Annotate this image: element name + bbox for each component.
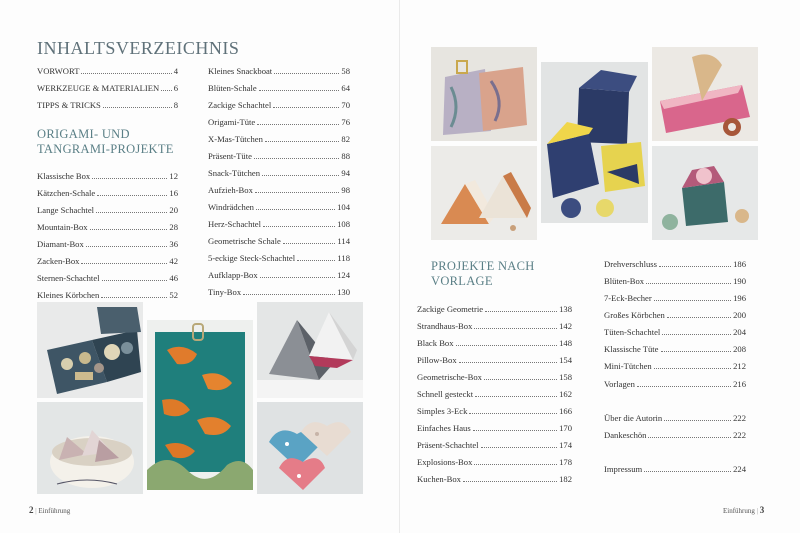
toc-entry-page: 28: [169, 222, 178, 232]
toc-entry-page: 216: [733, 379, 746, 389]
toc-entry: [604, 276, 746, 293]
toc-entry-page: 204: [733, 327, 746, 337]
toc-entry-title: Über die Autorin: [604, 413, 663, 423]
toc-entry: [208, 117, 350, 134]
toc-vorlage-list: [417, 304, 572, 491]
right-page: [400, 0, 800, 533]
toc-entry: [417, 474, 572, 491]
toc-entry: [604, 344, 746, 361]
toc-entry: [208, 151, 350, 168]
toc-origami-list-continued: [208, 66, 350, 304]
toc-entry: [417, 406, 572, 423]
toc-entry: [417, 372, 572, 389]
toc-entry-title: 7-Eck-Becher: [604, 293, 652, 303]
toc-entry: [417, 304, 572, 321]
toc-leader-dots: [81, 263, 167, 264]
toc-entry-title: Geometrische-Box: [417, 372, 482, 382]
toc-entry-page: 222: [733, 413, 746, 423]
toc-leader-dots: [102, 280, 168, 281]
toc-entry-page: 162: [559, 389, 572, 399]
toc-entry-title: Kleines Körbchen: [37, 290, 100, 300]
toc-entry-page: 70: [341, 100, 350, 110]
toc-entry-page: 76: [341, 117, 350, 127]
toc-leader-dots: [456, 345, 558, 346]
toc-entry-title: Mini-Tütchen: [604, 361, 652, 371]
toc-entry-page: 64: [341, 83, 350, 93]
toc-leader-dots: [262, 175, 339, 176]
toc-entry: [208, 253, 350, 270]
toc-entry-page: 88: [341, 151, 350, 161]
photo-gift-box: [652, 146, 758, 240]
section-title-origami: ORIGAMI- UND TANGRAMI-PROJEKTE: [37, 127, 174, 156]
toc-entry-page: 114: [337, 236, 350, 246]
toc-entry: [604, 430, 746, 447]
toc-title: INHALTSVERZEICHNIS: [37, 38, 240, 58]
toc-entry-title: Kuchen-Box: [417, 474, 461, 484]
toc-entry-page: 118: [337, 253, 350, 263]
toc-entry-page: 142: [559, 321, 572, 331]
toc-leader-dots: [256, 209, 335, 210]
toc-entry-page: 166: [559, 406, 572, 416]
toc-entry-page: 46: [169, 273, 178, 283]
toc-entry-page: 182: [559, 474, 572, 484]
toc-leader-dots: [463, 481, 557, 482]
toc-entry-page: 6: [173, 83, 178, 93]
toc-entry-page: 178: [559, 457, 572, 467]
toc-leader-dots: [481, 447, 558, 448]
toc-entry-title: Vorlagen: [604, 379, 635, 389]
toc-leader-dots: [243, 294, 335, 295]
toc-entry-title: Einfaches Haus: [417, 423, 471, 433]
toc-entry-title: VORWORT: [37, 66, 80, 76]
photo-snackboat: [652, 47, 758, 141]
toc-entry: [37, 273, 178, 290]
toc-entry-title: Black Box: [417, 338, 454, 348]
toc-entry: [208, 83, 350, 100]
section-title-vorlage: PROJEKTE NACH VORLAGE: [431, 259, 535, 288]
toc-entry: [37, 66, 178, 83]
toc-entry: [37, 171, 178, 188]
toc-entry: [604, 379, 746, 396]
toc-entry: [208, 185, 350, 202]
toc-leader-dots: [259, 90, 340, 91]
toc-entry: [417, 440, 572, 457]
toc-entry-page: 170: [559, 423, 572, 433]
toc-leader-dots: [469, 413, 557, 414]
toc-entry: [604, 464, 746, 481]
toc-entry-title: Windrädchen: [208, 202, 254, 212]
toc-entry-title: Schnell gesteckt: [417, 389, 474, 399]
toc-entry: [417, 355, 572, 372]
toc-entry: [208, 202, 350, 219]
toc-entry: [37, 83, 178, 100]
toc-entry-title: Kleines Snackboat: [208, 66, 273, 76]
toc-entry-title: Aufklapp-Box: [208, 270, 258, 280]
toc-entry: [417, 338, 572, 355]
toc-entry: [208, 66, 350, 83]
toc-leader-dots: [255, 192, 340, 193]
toc-entry-page: 212: [733, 361, 746, 371]
toc-entry-title: 5-eckige Steck-Schachtel: [208, 253, 296, 263]
toc-entry-title: Zackige Schachtel: [208, 100, 272, 110]
photo-blue-boxes: [541, 62, 648, 223]
toc-leader-dots: [263, 226, 335, 227]
toc-entry-page: 186: [733, 259, 746, 269]
toc-entry-page: 208: [733, 344, 746, 354]
toc-leader-dots: [297, 260, 335, 261]
toc-leader-dots: [644, 471, 731, 472]
toc-entry-page: 200: [733, 310, 746, 320]
toc-leader-dots: [484, 379, 557, 380]
toc-leader-dots: [474, 328, 557, 329]
toc-leader-dots: [637, 386, 731, 387]
toc-entry-title: Diamant-Box: [37, 239, 84, 249]
toc-leader-dots: [654, 300, 731, 301]
toc-leader-dots: [254, 158, 339, 159]
toc-leader-dots: [473, 430, 557, 431]
toc-leader-dots: [97, 195, 167, 196]
toc-entry-title: Sternen-Schachtel: [37, 273, 100, 283]
toc-entry-page: 8: [173, 100, 178, 110]
toc-entry-title: Drehverschluss: [604, 259, 657, 269]
toc-entry-title: Kätzchen-Schale: [37, 188, 96, 198]
toc-entry-page: 108: [337, 219, 350, 229]
toc-entry-title: Impressum: [604, 464, 643, 474]
toc-entry: [37, 100, 178, 117]
toc-intro-list: [37, 66, 178, 117]
toc-entry-page: 12: [169, 171, 178, 181]
toc-entry-page: 130: [337, 287, 350, 297]
toc-entry-title: Zackige Geometrie: [417, 304, 484, 314]
toc-leader-dots: [659, 266, 731, 267]
footer-label-right: Einführung: [723, 507, 755, 515]
toc-entry-page: 224: [733, 464, 746, 474]
toc-leader-dots: [265, 141, 340, 142]
toc-leader-dots: [257, 124, 339, 125]
toc-entry-title: Explosions-Box: [417, 457, 473, 467]
photo-tiger-bag: [147, 320, 253, 490]
footer-left: 2 | Einführung: [29, 505, 71, 515]
toc-entry-title: Klassische Tüte: [604, 344, 659, 354]
toc-entry-page: 104: [337, 202, 350, 212]
toc-leader-dots: [81, 73, 171, 74]
toc-entry-page: 20: [169, 205, 178, 215]
photo-heart-boxes: [257, 402, 363, 494]
toc-entry-page: 196: [733, 293, 746, 303]
toc-leader-dots: [96, 212, 167, 213]
toc-entry-page: 98: [341, 185, 350, 195]
toc-entry-page: 94: [341, 168, 350, 178]
toc-entry-title: Simples 3-Eck: [417, 406, 468, 416]
toc-leader-dots: [101, 297, 167, 298]
toc-entry-page: 42: [169, 256, 178, 266]
toc-entry-page: 52: [169, 290, 178, 300]
toc-entry-title: Tiny-Box: [208, 287, 242, 297]
toc-entry-page: 222: [733, 430, 746, 440]
photo-pillow-bags: [431, 47, 537, 141]
toc-leader-dots: [283, 243, 336, 244]
toc-entry-title: Blüten-Box: [604, 276, 645, 286]
toc-entry: [208, 168, 350, 185]
footer-right: Einführung | 3: [723, 505, 765, 515]
toc-entry-page: 158: [559, 372, 572, 382]
toc-entry-page: 138: [559, 304, 572, 314]
toc-entry-page: 4: [173, 66, 178, 76]
photo-pyramid-boxes: [257, 302, 363, 398]
toc-leader-dots: [92, 178, 167, 179]
toc-leader-dots: [661, 351, 732, 352]
toc-entry-page: 190: [733, 276, 746, 286]
toc-entry: [604, 259, 746, 276]
toc-vorlage-list-continued: [604, 259, 746, 378]
toc-leader-dots: [485, 311, 557, 312]
toc-leader-dots: [474, 464, 557, 465]
toc-entry: [604, 310, 746, 327]
toc-entry: [208, 270, 350, 287]
toc-entry-title: Zacken-Box: [37, 256, 80, 266]
toc-origami-list: [37, 171, 178, 307]
footer-label-left: Einführung: [38, 507, 71, 515]
toc-entry-page: 16: [169, 188, 178, 198]
toc-entry-title: Geometrische Schale: [208, 236, 281, 246]
toc-leader-dots: [667, 317, 731, 318]
toc-entry: [208, 236, 350, 253]
toc-entry-title: Großes Körbchen: [604, 310, 665, 320]
toc-leader-dots: [646, 283, 731, 284]
toc-entry-title: X-Mas-Tütchen: [208, 134, 263, 144]
toc-entry: [37, 239, 178, 256]
toc-entry: [417, 389, 572, 406]
toc-entry-title: Tüten-Schachtel: [604, 327, 661, 337]
toc-entry: [37, 205, 178, 222]
toc-leader-dots: [648, 437, 731, 438]
toc-entry-title: Origami-Tüte: [208, 117, 256, 127]
toc-entry: [604, 413, 746, 430]
toc-leader-dots: [664, 420, 731, 421]
toc-entry-title: TIPPS & TRICKS: [37, 100, 101, 110]
toc-entry-title: Lange Schachtel: [37, 205, 95, 215]
toc-leader-dots: [459, 362, 557, 363]
toc-leader-dots: [273, 107, 339, 108]
toc-entry-page: 36: [169, 239, 178, 249]
toc-entry-title: Klassische Box: [37, 171, 91, 181]
toc-entry: [208, 134, 350, 151]
photo-basket: [37, 402, 143, 494]
toc-entry-title: Pillow-Box: [417, 355, 457, 365]
toc-entry-title: WERKZEUGE & MATERIALIEN: [37, 83, 160, 93]
toc-entry: [37, 256, 178, 273]
toc-entry-title: Präsent-Schachtel: [417, 440, 479, 450]
toc-entry-title: Strandhaus-Box: [417, 321, 473, 331]
toc-leader-dots: [654, 368, 731, 369]
toc-leader-dots: [86, 246, 168, 247]
toc-entry: [604, 327, 746, 344]
toc-entry-title: Aufzieh-Box: [208, 185, 253, 195]
toc-entry-title: Herz-Schachtel: [208, 219, 261, 229]
toc-entry: [604, 293, 746, 310]
toc-entry: [208, 219, 350, 236]
photo-box-with-tapes: [37, 302, 143, 398]
toc-leader-dots: [103, 107, 172, 108]
toc-entry: [604, 361, 746, 378]
toc-entry: [37, 222, 178, 239]
toc-entry-page: 58: [341, 66, 350, 76]
toc-entry-page: 148: [559, 338, 572, 348]
toc-leader-dots: [161, 90, 172, 91]
toc-leader-dots: [475, 396, 557, 397]
toc-entry-page: 174: [559, 440, 572, 450]
page-number-right: 3: [759, 505, 765, 515]
toc-entry-title: Blüten-Schale: [208, 83, 257, 93]
toc-entry: [417, 321, 572, 338]
toc-entry: [417, 423, 572, 440]
toc-entry-title: Dankeschön: [604, 430, 647, 440]
toc-entry-page: 82: [341, 134, 350, 144]
toc-entry: [208, 100, 350, 117]
toc-appendix-list: [604, 379, 746, 481]
toc-leader-dots: [662, 334, 731, 335]
toc-entry-title: Präsent-Tüte: [208, 151, 252, 161]
toc-entry: [37, 188, 178, 205]
photo-tangram-houses: [431, 146, 537, 240]
page-number-left: 2: [29, 505, 34, 515]
toc-leader-dots: [90, 229, 168, 230]
toc-leader-dots: [274, 73, 339, 74]
toc-entry: [417, 457, 572, 474]
toc-entry-title: Snack-Tütchen: [208, 168, 261, 178]
toc-entry-title: Mountain-Box: [37, 222, 88, 232]
toc-entry-page: 124: [337, 270, 350, 280]
toc-leader-dots: [260, 277, 335, 278]
toc-entry-page: 154: [559, 355, 572, 365]
